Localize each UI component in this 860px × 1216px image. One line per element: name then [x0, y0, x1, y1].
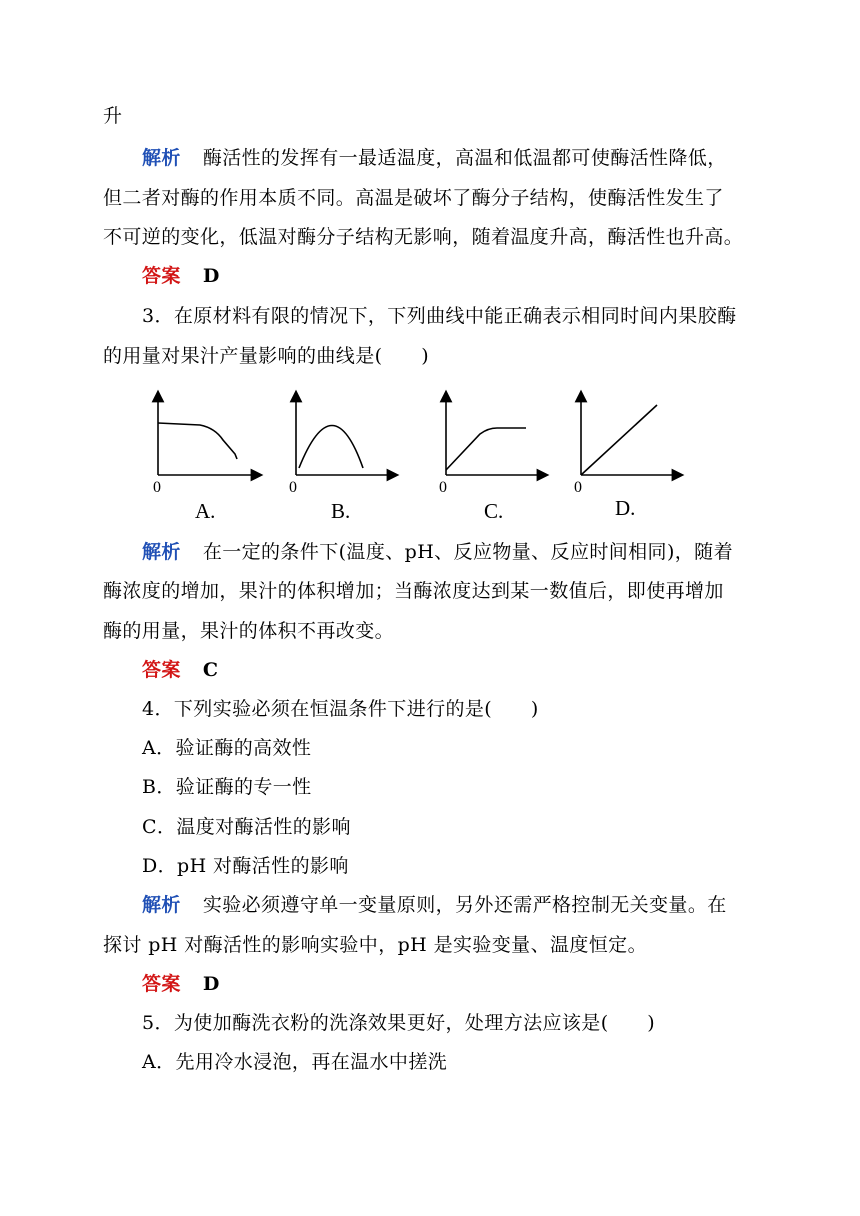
answer-value: D — [202, 973, 220, 995]
option-c: C．温度对酶活性的影响 — [142, 816, 351, 838]
curve-b — [299, 426, 363, 469]
curve-d — [581, 405, 657, 475]
answer-value: C — [202, 659, 219, 681]
graph-label-a: A. — [195, 499, 216, 523]
answer-line — [142, 972, 220, 996]
answer-label: 答案 — [142, 265, 181, 287]
analysis-label: 解析 — [142, 894, 181, 916]
graph-label-b: B. — [331, 499, 351, 523]
origin-label: 0 — [153, 479, 161, 496]
analysis-line: 酶浓度的增加，果汁的体积增加；当酶浓度达到某一数值后，即使再增加 — [103, 580, 724, 602]
graph-d — [574, 396, 678, 520]
analysis-line: 解析 在一定的条件下(温度、pH、反应物量、反应时间相同)，随着 — [142, 541, 733, 563]
analysis-line: 不可逆的变化，低温对酶分子结构无影响，随着温度升高，酶活性也升高。 — [103, 226, 744, 248]
question-line: 5．为使加酶洗衣粉的洗涤效果更好，处理方法应该是( ) — [142, 1012, 656, 1034]
question-line: 4．下列实验必须在恒温条件下进行的是( ) — [142, 698, 539, 720]
graph-label-c: C. — [484, 499, 504, 523]
analysis-line: 但二者对酶的作用本质不同。高温是破坏了酶分子结构，使酶活性发生了 — [103, 187, 724, 209]
graph-c — [439, 396, 543, 523]
analysis-line: 解析 实验必须遵守单一变量原则，另外还需严格控制无关变量。在 — [142, 894, 727, 916]
question-line: 的用量对果汁产量影响的曲线是( ) — [103, 345, 430, 367]
option-d: D．pH 对酶活性的影响 — [142, 855, 349, 877]
answer-value: D — [202, 265, 220, 287]
analysis-label: 解析 — [142, 541, 181, 563]
origin-label: 0 — [574, 479, 582, 496]
analysis-line: 酶的用量，果汁的体积不再改变。 — [103, 620, 395, 642]
origin-label: 0 — [439, 479, 447, 496]
answer-line — [142, 658, 218, 682]
analysis-line: 探讨 pH 对酶活性的影响实验中，pH 是实验变量、温度恒定。 — [103, 934, 647, 956]
answer-label: 答案 — [142, 659, 181, 681]
curve-a — [158, 423, 237, 459]
option-b: B．验证酶的专一性 — [142, 776, 312, 798]
curve-c — [446, 428, 526, 470]
analysis-line: 解析 酶活性的发挥有一最适温度，高温和低温都可使酶活性降低， — [142, 147, 727, 169]
answer-label: 答案 — [142, 973, 181, 995]
origin-label: 0 — [289, 479, 297, 496]
analysis-label: 解析 — [142, 147, 181, 169]
enzyme-curves-figure — [145, 388, 705, 528]
option-a: A．验证酶的高效性 — [142, 737, 312, 759]
graph-b — [289, 396, 393, 523]
text-line: 升 — [103, 105, 123, 127]
option-a: A．先用冷水浸泡，再在温水中搓洗 — [142, 1051, 448, 1073]
graph-label-d: D. — [615, 496, 636, 520]
answer-line — [142, 264, 220, 288]
graph-a — [153, 396, 257, 523]
question-line: 3．在原材料有限的情况下，下列曲线中能正确表示相同时间内果胶酶 — [142, 305, 737, 327]
